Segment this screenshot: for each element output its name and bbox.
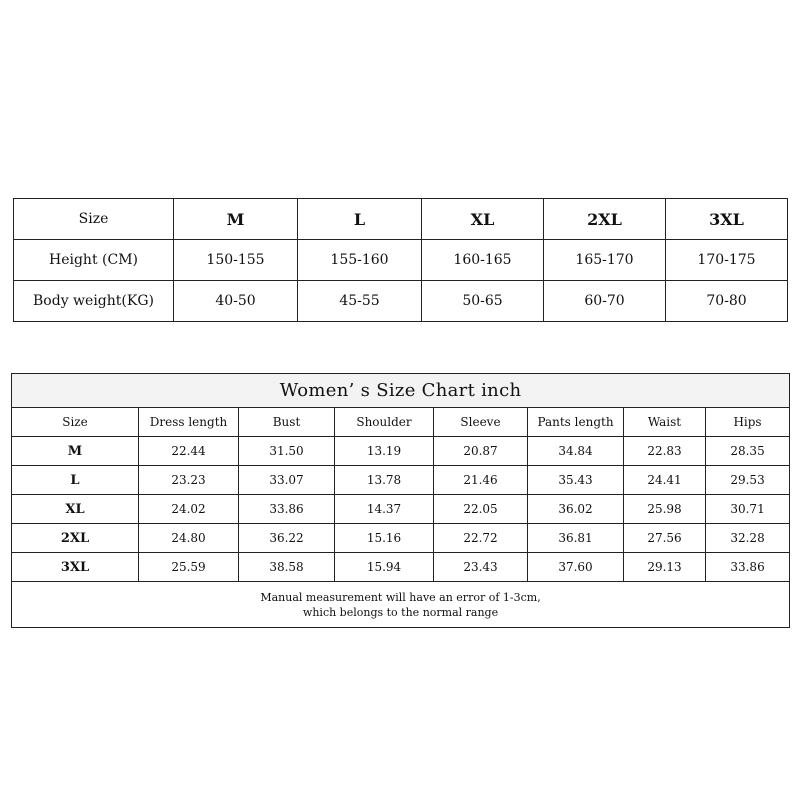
weight-3xl: 70-80 xyxy=(666,281,788,322)
cell-waist: 24.41 xyxy=(624,466,706,495)
row-size: M xyxy=(12,437,139,466)
inch-header-size: Size xyxy=(12,408,139,437)
measurement-note-line-1: Manual measurement will have an error of 1-3cm, xyxy=(260,590,541,604)
cell-sleeve: 22.05 xyxy=(434,495,528,524)
cm-height-row xyxy=(14,240,788,281)
cell-bust: 38.58 xyxy=(239,553,335,582)
cell-dress-length: 25.59 xyxy=(139,553,239,582)
weight-l: 45-55 xyxy=(298,281,422,322)
inch-header-hips: Hips xyxy=(706,408,790,437)
cm-header-xl: XL xyxy=(422,199,544,240)
cell-hips: 29.53 xyxy=(706,466,790,495)
cm-header-l: L xyxy=(298,199,422,240)
height-label: Height (CM) xyxy=(14,240,174,281)
measurement-note xyxy=(12,582,790,628)
inch-title-row xyxy=(12,374,790,408)
inch-header-pants-length: Pants length xyxy=(528,408,624,437)
cell-sleeve: 22.72 xyxy=(434,524,528,553)
cell-dress-length: 24.80 xyxy=(139,524,239,553)
cell-bust: 31.50 xyxy=(239,437,335,466)
table-row xyxy=(12,437,790,466)
cell-pants-length: 36.81 xyxy=(528,524,624,553)
height-m: 150-155 xyxy=(174,240,298,281)
cm-header-2xl: 2XL xyxy=(544,199,666,240)
cell-waist: 29.13 xyxy=(624,553,706,582)
cell-bust: 33.07 xyxy=(239,466,335,495)
inch-note-row xyxy=(12,582,790,628)
cell-hips: 30.71 xyxy=(706,495,790,524)
cm-header-row xyxy=(14,199,788,240)
cell-hips: 28.35 xyxy=(706,437,790,466)
cell-waist: 22.83 xyxy=(624,437,706,466)
table-row xyxy=(12,495,790,524)
cm-header-3xl: 3XL xyxy=(666,199,788,240)
size-chart-cm-table xyxy=(13,198,788,322)
height-3xl: 170-175 xyxy=(666,240,788,281)
weight-xl: 50-65 xyxy=(422,281,544,322)
size-chart-inch-table xyxy=(11,373,790,628)
weight-m: 40-50 xyxy=(174,281,298,322)
cell-waist: 25.98 xyxy=(624,495,706,524)
cell-pants-length: 36.02 xyxy=(528,495,624,524)
cell-bust: 33.86 xyxy=(239,495,335,524)
cell-dress-length: 23.23 xyxy=(139,466,239,495)
cell-shoulder: 13.19 xyxy=(335,437,434,466)
cell-bust: 36.22 xyxy=(239,524,335,553)
cell-hips: 32.28 xyxy=(706,524,790,553)
row-size: 2XL xyxy=(12,524,139,553)
cell-dress-length: 22.44 xyxy=(139,437,239,466)
cell-pants-length: 34.84 xyxy=(528,437,624,466)
inch-header-row xyxy=(12,408,790,437)
weight-2xl: 60-70 xyxy=(544,281,666,322)
cell-hips: 33.86 xyxy=(706,553,790,582)
row-size: 3XL xyxy=(12,553,139,582)
height-2xl: 165-170 xyxy=(544,240,666,281)
table-row xyxy=(12,524,790,553)
height-l: 155-160 xyxy=(298,240,422,281)
inch-header-shoulder: Shoulder xyxy=(335,408,434,437)
cell-pants-length: 37.60 xyxy=(528,553,624,582)
inch-chart-title: Women’ s Size Chart inch xyxy=(12,374,790,408)
row-size: XL xyxy=(12,495,139,524)
cell-sleeve: 21.46 xyxy=(434,466,528,495)
weight-label: Body weight(KG) xyxy=(14,281,174,322)
cell-waist: 27.56 xyxy=(624,524,706,553)
cell-shoulder: 13.78 xyxy=(335,466,434,495)
cm-weight-row xyxy=(14,281,788,322)
inch-header-bust: Bust xyxy=(239,408,335,437)
cell-shoulder: 15.16 xyxy=(335,524,434,553)
measurement-note-line-2: which belongs to the normal range xyxy=(302,605,499,619)
inch-header-sleeve: Sleeve xyxy=(434,408,528,437)
cell-shoulder: 14.37 xyxy=(335,495,434,524)
cell-pants-length: 35.43 xyxy=(528,466,624,495)
cell-sleeve: 20.87 xyxy=(434,437,528,466)
inch-header-dress-length: Dress length xyxy=(139,408,239,437)
height-xl: 160-165 xyxy=(422,240,544,281)
row-size: L xyxy=(12,466,139,495)
cm-header-m: M xyxy=(174,199,298,240)
cell-shoulder: 15.94 xyxy=(335,553,434,582)
table-row xyxy=(12,466,790,495)
table-row xyxy=(12,553,790,582)
cell-dress-length: 24.02 xyxy=(139,495,239,524)
inch-header-waist: Waist xyxy=(624,408,706,437)
cell-sleeve: 23.43 xyxy=(434,553,528,582)
cm-header-size: Size xyxy=(14,199,174,240)
